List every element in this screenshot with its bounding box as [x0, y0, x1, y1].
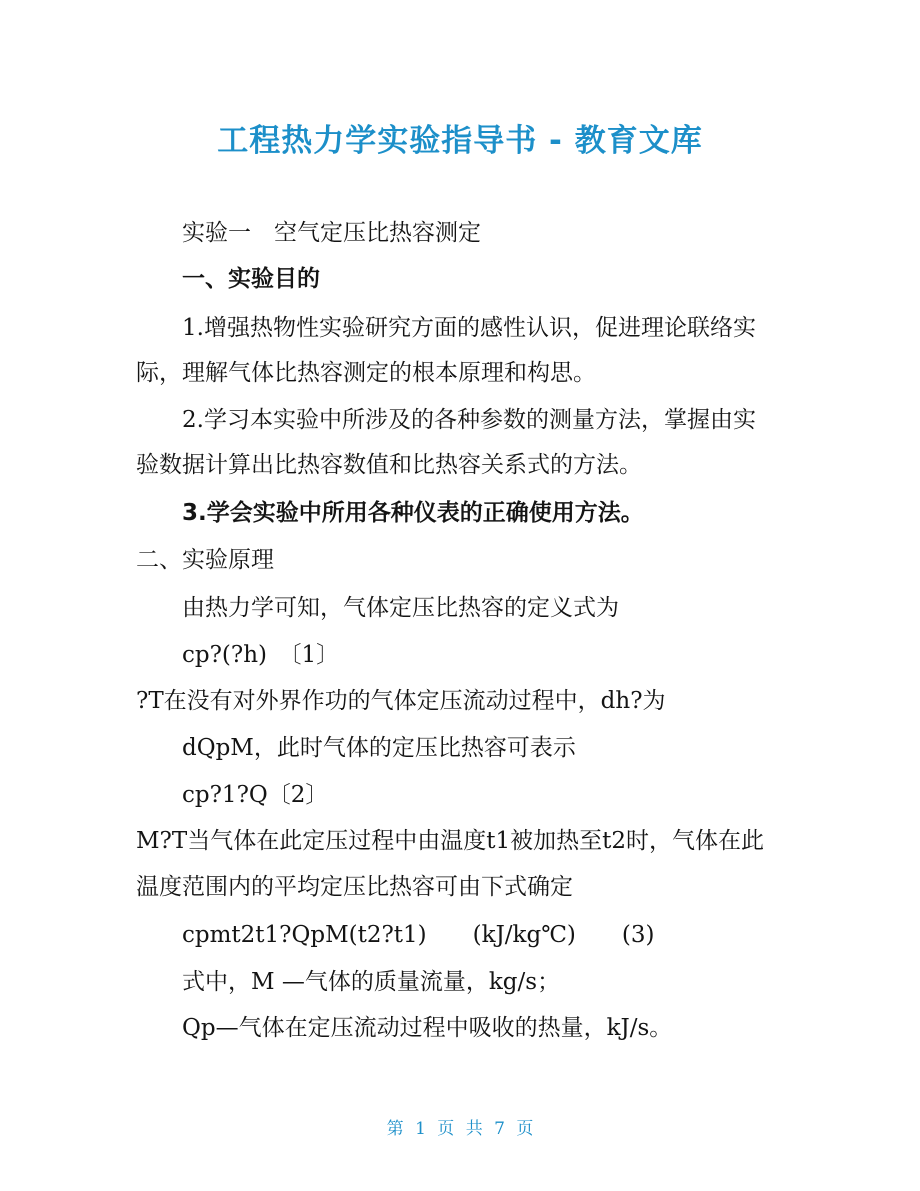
- paragraph-line: Qp—气体在定压流动过程中吸收的热量，kJ/s。: [182, 1015, 673, 1041]
- paragraph-line: 式中，M —气体的质量流量，kg/s；: [182, 969, 561, 995]
- paragraph-line: 1.增强热物性实验研究方面的感性认识，促进理论联络实: [182, 315, 756, 341]
- paragraph-line: 2.学习本实验中所涉及的各种参数的测量方法，掌握由实: [182, 407, 756, 433]
- document-title: 工程热力学实验指导书 - 教育文库: [217, 123, 703, 159]
- formula-line: cp?(?h) 〔1〕: [182, 642, 340, 668]
- formula-line: cpmt2t1?QpM(t2?t1) (kJ/kg℃) (3): [182, 922, 655, 948]
- paragraph-line: 由热力学可知，气体定压比热容的定义式为: [182, 595, 619, 621]
- paragraph-line: 际，理解气体比热容测定的根本原理和构思。: [136, 360, 596, 386]
- paragraph-line: dQpM，此时气体的定压比热容可表示: [182, 735, 576, 761]
- section-heading-objective: 一、实验目的: [182, 266, 320, 292]
- paragraph-line: 温度范围内的平均定压比热容可由下式确定: [136, 874, 573, 900]
- section-heading-principle: 二、实验原理: [136, 547, 274, 573]
- experiment-heading: 实验一 空气定压比热容测定: [182, 220, 481, 246]
- paragraph-line: ?T在没有对外界作功的气体定压流动过程中，dh?为: [136, 688, 666, 714]
- page-number: 第 1 页 共 7 页: [386, 1119, 534, 1139]
- paragraph-line-bold: 3.学会实验中所用各种仪表的正确使用方法。: [182, 500, 644, 526]
- paragraph-line: 验数据计算出比热容数值和比热容关系式的方法。: [136, 452, 642, 478]
- paragraph-line: M?T当气体在此定压过程中由温度t1被加热至t2时，气体在此: [136, 828, 764, 854]
- formula-line: cp?1?Q〔2〕: [182, 782, 329, 808]
